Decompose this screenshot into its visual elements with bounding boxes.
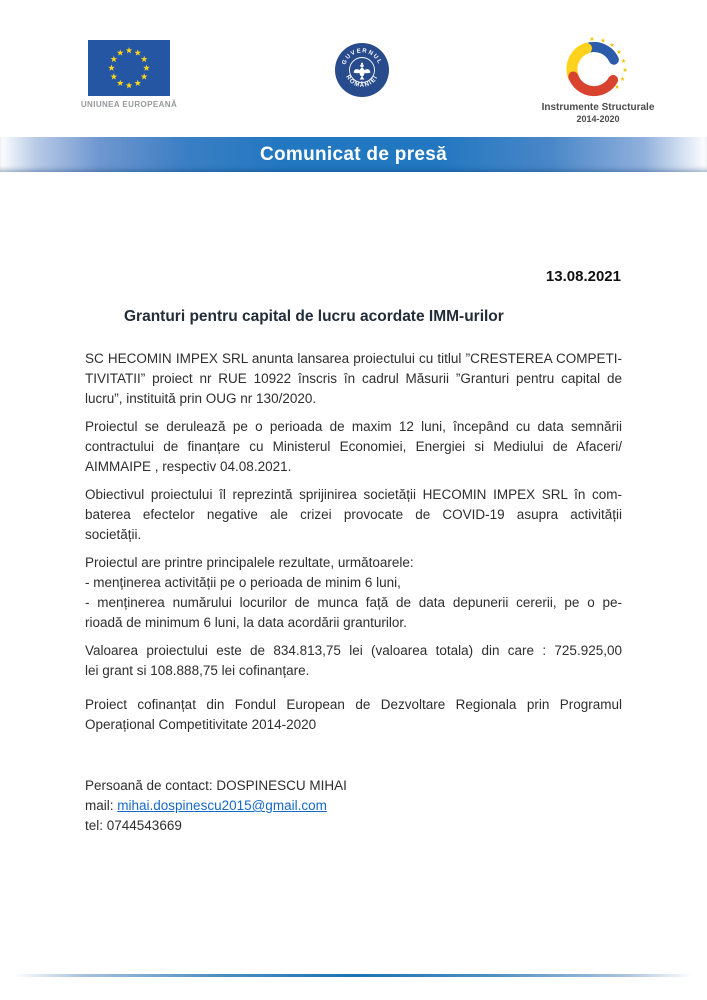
paragraph — [85, 553, 622, 633]
contact-section — [85, 776, 347, 836]
gov-seal-top-text: GUVERNUL — [341, 48, 383, 66]
paragraph-line: SC HECOMIN IMPEX SRL anunta lansarea proiectului cu titlul ”CRESTEREA COMPETI- — [85, 351, 622, 366]
paragraph — [85, 695, 622, 735]
gov-seal-bottom-text: ROMÂNIEI — [344, 74, 380, 89]
paragraph-line: Obiectivul proiectului îl reprezintă sprijinirea societății HECOMIN IMPEX SRL în com- — [85, 487, 622, 502]
footer-divider — [14, 974, 693, 977]
is-logo-caption: Instrumente Structurale — [541, 102, 655, 113]
paragraph-line: rioadă de minimum 6 luni, la data acordării granturilor. — [85, 615, 407, 630]
eu-flag-caption: UNIUNEA EUROPEANĂ — [80, 100, 178, 109]
structural-instruments-logo — [528, 32, 668, 125]
paragraph-line: baterea efectelor negative ale crizei provocate de COVID-19 asupra activității — [85, 507, 622, 522]
contact-person-line: Persoană de contact: DOSPINESCU MIHAI — [85, 778, 347, 793]
paragraph-line: AIMMAIPE , respectiv 04.08.2021. — [85, 459, 292, 474]
paragraph-line: lucru”, instituită prin OUG nr 130/2020. — [85, 391, 317, 406]
paragraph-line: lei grant si 108.888,75 lei cofinanțare. — [85, 663, 310, 678]
paragraph — [85, 349, 622, 409]
paragraph — [85, 417, 622, 477]
press-release-banner — [0, 137, 707, 172]
contact-tel-line: tel: 0744543669 — [85, 818, 182, 833]
eu-flag-logo — [74, 40, 184, 109]
paragraph-line: Valoarea proiectului este de 834.813,75 lei (valoarea totala) din care : 725.925,00 — [85, 643, 622, 658]
mail-label: mail: — [85, 798, 118, 813]
paragraph-line: - menținerea activității pe o perioada de minim 6 luni, — [85, 575, 401, 590]
contact-mail-line — [85, 796, 347, 816]
paragraph-line: TIVITATII” proiect nr RUE 10922 înscris în cadrul Măsurii ”Granturi pentru capital de — [85, 371, 622, 386]
paragraph-line: Proiectul are printre principalele rezultate, următoarele: — [85, 555, 414, 570]
eu-flag-icon — [88, 40, 170, 96]
paragraph — [85, 485, 622, 545]
banner-title: Comunicat de presă — [259, 144, 447, 165]
release-date: 13.08.2021 — [545, 268, 621, 285]
paragraph-line: Operațional Competitivitate 2014-2020 — [85, 717, 317, 732]
structural-instruments-icon — [558, 32, 638, 102]
body-paragraphs — [85, 349, 622, 743]
document-title: Granturi pentru capital de lucru acordate IMM-urilor — [124, 308, 504, 325]
paragraph-line: - menținerea numărului locurilor de munca față de data depunerii cererii, pe o pe- — [85, 595, 622, 610]
paragraph-line: contractului de finanțare cu Ministerul Economiei, Energiei si Mediului de Afaceri/ — [85, 439, 622, 454]
contact-email-link[interactable]: mihai.dospinescu2015@gmail.com — [117, 798, 327, 813]
paragraph-line: Proiectul se derulează pe o perioada de maxim 12 luni, începând cu data semnării — [85, 419, 622, 434]
government-seal-logo — [328, 36, 396, 104]
paragraph-line: societății. — [85, 527, 142, 542]
paragraph — [85, 641, 622, 681]
is-logo-caption-years: 2014-2020 — [576, 114, 620, 124]
government-seal-icon — [328, 36, 396, 104]
paragraph-line: Proiect cofinanțat din Fondul European de Dezvoltare Regionala prin Programul — [85, 697, 622, 712]
